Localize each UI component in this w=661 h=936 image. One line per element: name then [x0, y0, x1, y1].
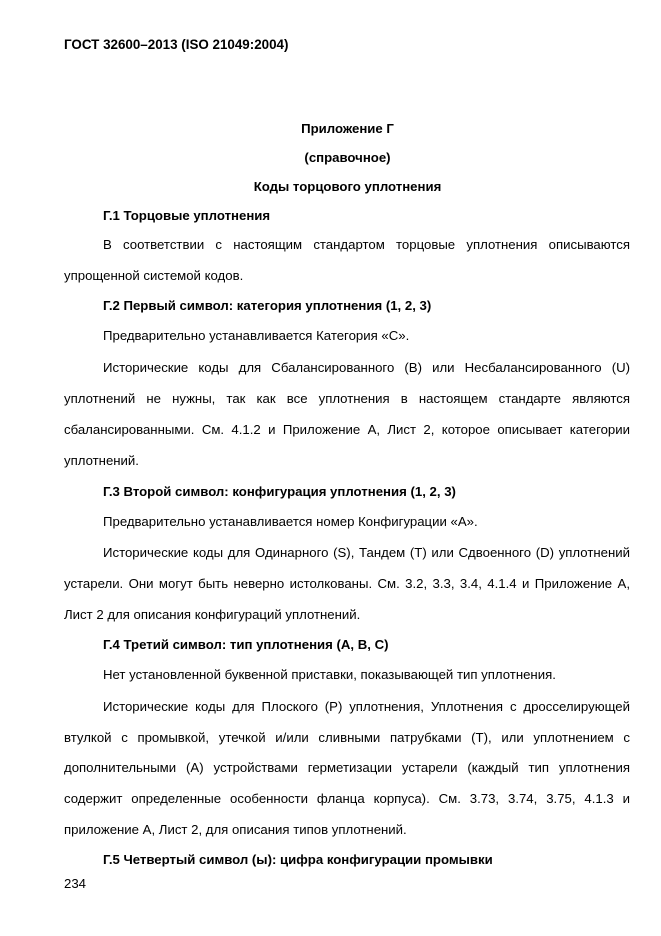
section-g2-line: уплотнений не нужны, так как все уплотнения в настоящем стандарте являются: [64, 391, 630, 406]
section-g4-heading: Г.4 Третий символ: тип уплотнения (А, В, С): [103, 637, 389, 652]
section-g3-heading: Г.3 Второй символ: конфигурация уплотнения (1, 2, 3): [103, 484, 456, 499]
page-number: 234: [64, 876, 87, 891]
section-g2-paragraph: Предварительно устанавливается Категория «С».: [103, 328, 410, 343]
section-g5-heading: Г.5 Четвертый символ (ы): цифра конфигурации промывки: [103, 852, 493, 867]
section-g2-line: уплотнений.: [64, 453, 139, 468]
section-g4-line: содержит определенные особенности фланца корпуса). См. 3.73, 3.74, 3.75, 4.1.3 и: [64, 791, 630, 806]
section-g4-paragraph: Нет установленной буквенной приставки, показывающей тип уплотнения.: [103, 667, 556, 682]
section-g3-line: Лист 2 для описания конфигураций уплотнений.: [64, 607, 361, 622]
section-g4-line: Исторические коды для Плоского (Р) уплотнения, Уплотнения с дросселирующей: [103, 699, 630, 714]
appendix-title: Приложение Г: [301, 121, 394, 136]
section-g4-line: втулкой с промывкой, утечкой и/или сливными патрубками (Т), или уплотнением с: [64, 730, 630, 745]
appendix-status: (справочное): [304, 150, 391, 165]
document-header: ГОСТ 32600–2013 (ISO 21049:2004): [64, 37, 289, 52]
section-g1-line: упрощенной системой кодов.: [64, 268, 244, 283]
section-g2-line: сбалансированными. См. 4.1.2 и Приложение А, Лист 2, которое описывает категории: [64, 422, 630, 437]
section-g4-line: дополнительными (А) устройствами герметизации устарели (каждый тип уплотнения: [64, 760, 630, 775]
section-g2-heading: Г.2 Первый символ: категория уплотнения (1, 2, 3): [103, 298, 432, 313]
section-g4-line: приложение А, Лист 2, для описания типов уплотнений.: [64, 822, 407, 837]
section-g3-line: Исторические коды для Одинарного (S), Тандем (T) или Сдвоенного (D) уплотнений: [103, 545, 630, 560]
section-g3-line: устарели. Они могут быть неверно истолкованы. См. 3.2, 3.3, 3.4, 4.1.4 и Приложение А,: [64, 576, 630, 591]
appendix-subject: Коды торцового уплотнения: [253, 179, 442, 194]
section-g3-paragraph: Предварительно устанавливается номер Конфигурации «А».: [103, 514, 478, 529]
section-g1-heading: Г.1 Торцовые уплотнения: [103, 208, 271, 223]
section-g1-line: В соответствии с настоящим стандартом торцовые уплотнения описываются: [103, 237, 630, 252]
section-g2-line: Исторические коды для Сбалансированного (B) или Несбалансированного (U): [103, 360, 630, 375]
